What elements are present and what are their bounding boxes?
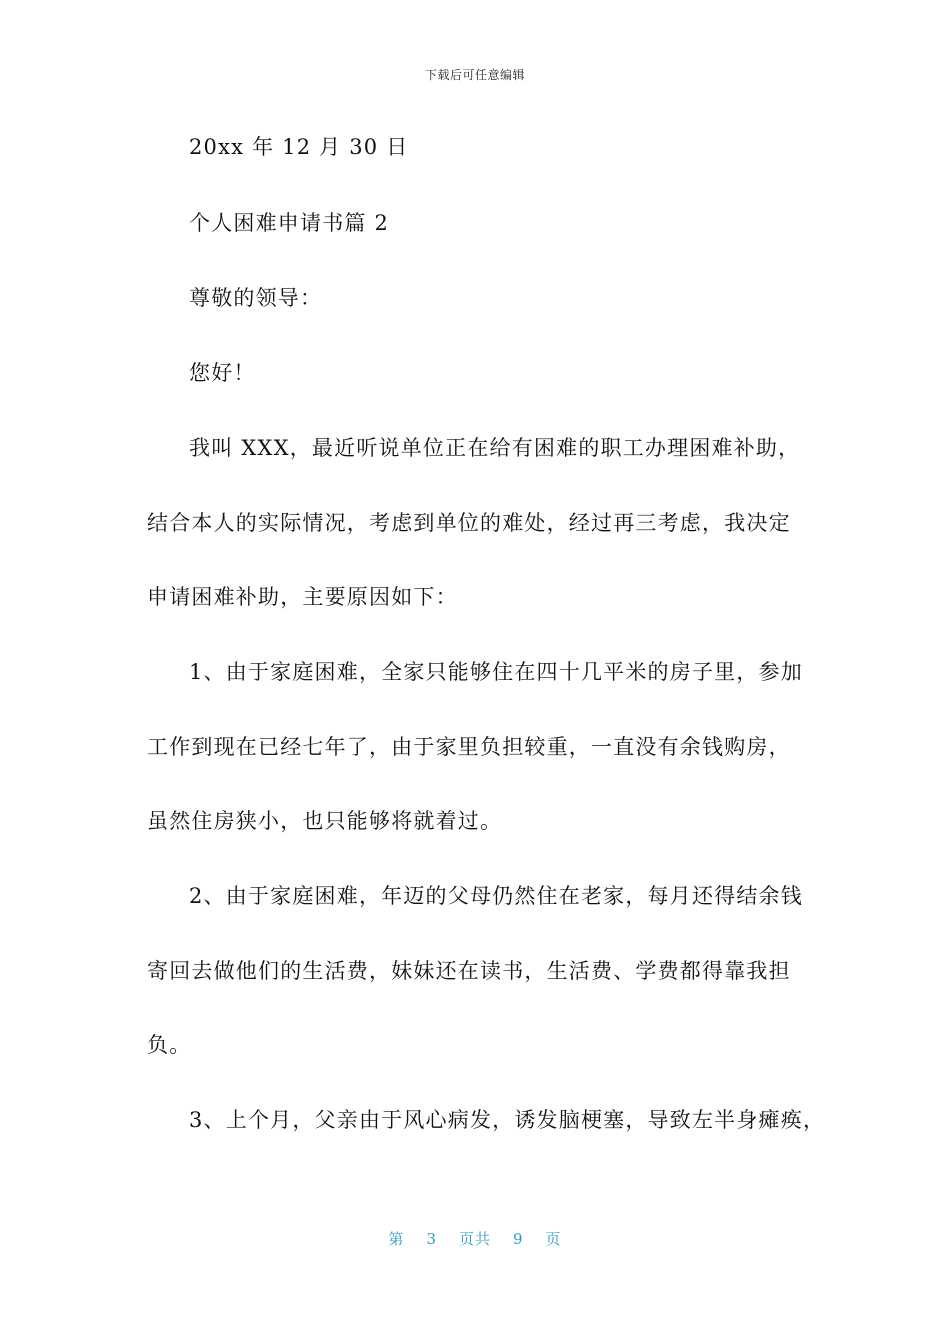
page-label-middle: 页共 [458, 1230, 491, 1248]
paragraph-line: 虽然住房狭小，也只能够将就着过。 [147, 809, 503, 833]
paragraph-line: 3、上个月，父亲由于风心病发，诱发脑梗塞，导致左半身瘫痪， [189, 1108, 826, 1132]
header-note: 下载后可任意编辑 [424, 68, 525, 82]
greeting: 您好！ [189, 361, 256, 385]
page-label-suffix: 页 [545, 1230, 562, 1248]
paragraph-line: 我叫 XXX，最近听说单位正在给有困难的职工办理困难补助， [189, 436, 801, 460]
page-label-prefix: 第 [388, 1230, 405, 1248]
paragraph-line: 工作到现在已经七年了，由于家里负担较重，一直没有余钱购房， [147, 735, 791, 759]
paragraph-line: 1、由于家庭困难，全家只能够住在四十几平米的房子里，参加 [189, 660, 803, 684]
date-line: 20xx 年 12 月 30 日 [189, 135, 409, 159]
page-footer [0, 1228, 950, 1249]
paragraph-line: 寄回去做他们的生活费，妹妹还在读书，生活费、学费都得靠我担 [147, 959, 791, 983]
document-title: 个人困难申请书篇 2 [189, 211, 390, 235]
salutation: 尊敬的领导： [189, 286, 323, 310]
paragraph-line: 申请困难补助，主要原因如下： [147, 585, 458, 609]
current-page-number: 3 [426, 1230, 437, 1248]
total-pages-number: 9 [513, 1230, 524, 1248]
paragraph-line: 负。 [147, 1033, 192, 1057]
paragraph-line: 结合本人的实际情况，考虑到单位的难处，经过再三考虑，我决定 [147, 511, 791, 535]
paragraph-line: 2、由于家庭困难，年迈的父母仍然住在老家，每月还得结余钱 [189, 884, 803, 908]
